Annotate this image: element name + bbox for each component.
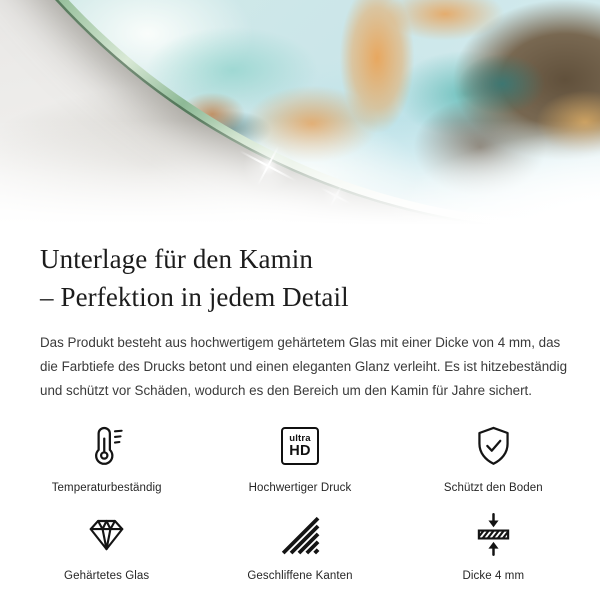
thermometer-icon [84, 424, 129, 469]
feature-item-thickness [397, 511, 590, 582]
description-section [0, 232, 600, 403]
page-title-line-2: – Perfektion in jedem Detail [40, 282, 349, 313]
feature-item-floor-protection [397, 423, 590, 494]
feature-label: Schützt den Boden [443, 481, 543, 494]
product-hero-image [0, 0, 600, 232]
marble-print [0, 0, 600, 222]
feature-label: Hochwertiger Druck [248, 481, 352, 494]
diamond-icon [84, 512, 129, 557]
product-description: Das Produkt besteht aus hochwertigem gehärtetem Glas mit einer Dicke von 4 mm, das die Farbtiefe des Drucks betont und einen eleganten Glanz verleiht. Es ist hitzebeständig und schützt vor Schäden, wodurch es den Bereich um den Kamin für Jahre sichert. [40, 334, 568, 398]
feature-label: Gehärtetes Glas [64, 569, 150, 582]
ultra-hd-icon: ultra HD [281, 427, 319, 465]
feature-item-temperature [10, 423, 203, 494]
page-title [40, 240, 560, 317]
shield-check-icon [471, 424, 516, 469]
thickness-icon [471, 512, 516, 557]
feature-label: Geschliffene Kanten [247, 569, 353, 582]
glass-disc-edge [0, 0, 600, 232]
polished-edges-icon [277, 512, 322, 557]
feature-grid [0, 423, 600, 582]
feature-label: Temperaturbeständig [51, 481, 162, 494]
feature-item-polished-edges [203, 511, 396, 582]
feature-item-print-quality [203, 423, 396, 494]
feature-item-tempered-glass [10, 511, 203, 582]
feature-label: Dicke 4 mm [462, 569, 525, 582]
page-title-line-1: Unterlage für den Kamin [40, 244, 313, 274]
